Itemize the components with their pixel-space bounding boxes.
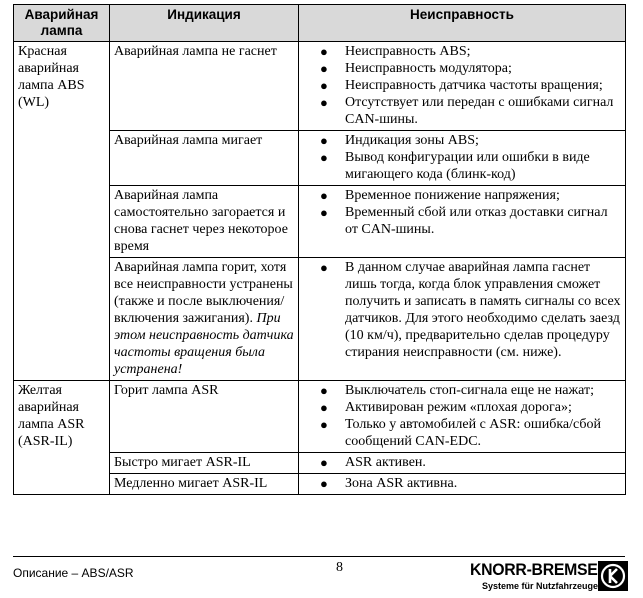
list-item: ● Неисправность датчика частоты вращения; [320,78,603,93]
indication-cell: Аварийная лампа самостоятельно загорается и снова гаснет через некоторое время [110,186,299,258]
footer-title: Описание – ABS/ASR [13,566,134,580]
fault-cell [299,453,626,474]
fault-cell [299,258,626,381]
list-item: ● Индикация зоны ABS; [320,133,479,148]
lamp-cell: Желтая аварийная лампа ASR (ASR-IL) [14,381,110,495]
brand-subtitle: Systeme für Nutzfahrzeuge [482,581,599,591]
header-indication: Индикация [110,5,299,42]
list-item: ● Выключатель стоп-сигнала еще не нажат; [320,383,594,398]
list-item: ● Временный сбой или отказ доставки сигнал от CAN-шины. [320,205,608,237]
list-item: ● Временное понижение напряжения; [320,188,560,203]
indication-cell: Быстро мигает ASR-IL [110,453,299,474]
list-item: ● Зона ASR активна. [320,476,458,491]
brand-logo [470,560,630,596]
footer-divider [13,556,625,557]
indication-cell: Аварийная лампа не гаснет [110,42,299,131]
lamp-cell: Красная аварийная лампа ABS (WL) [14,42,110,381]
header-fault: Неисправность [299,5,626,42]
list-item: ● Неисправность модулятора; [320,61,512,76]
page-number: 8 [336,560,343,575]
indication-cell: Аварийная лампа мигает [110,131,299,186]
list-item: ● Вывод конфигурации или ошибки в виде мигающего кода (блинк-код) [320,150,590,182]
table-row [14,381,626,453]
fault-cell [299,474,626,495]
fault-table [13,4,626,495]
header-lamp: Аварийная лампа [14,5,110,42]
fault-cell [299,186,626,258]
fault-cell [299,381,626,453]
knorr-logo-icon [598,561,628,591]
fault-cell [299,131,626,186]
list-item: ● Неисправность ABS; [320,44,471,59]
list-item: ● Активирован режим «плохая дорога»; [320,400,572,415]
table-row [14,42,626,131]
indication-cell: Медленно мигает ASR-IL [110,474,299,495]
list-item: ● ASR активен. [320,455,426,470]
fault-cell [299,42,626,131]
list-item: ● Только у автомобилей с ASR: ошибка/сбой сообщений CAN-EDC. [320,417,602,449]
indication-cell: Горит лампа ASR [110,381,299,453]
indication-note: При этом неисправность датчика частоты вращения была устранена! [114,311,294,377]
indication-cell: Аварийная лампа горит, хотя все неисправности устранены (также и после выключения/включения зажигания). При этом неисправность датчика частоты вращения была устранена! [110,258,299,381]
brand-name: KNORR-BREMSE [470,560,598,579]
list-item: ● В данном случае аварийная лампа гаснет лишь тогда, когда блок управления сможет получить и записать в память сигналы со всех датчиков. Для этого необходимо сделать заезд (10 км/ч), предварительно сделав процедуру стирания неисправности (см. ниже). [320,260,621,360]
header-row [14,5,626,42]
list-item: ● Отсутствует или передан с ошибками сигнал CAN-шины. [320,95,614,127]
